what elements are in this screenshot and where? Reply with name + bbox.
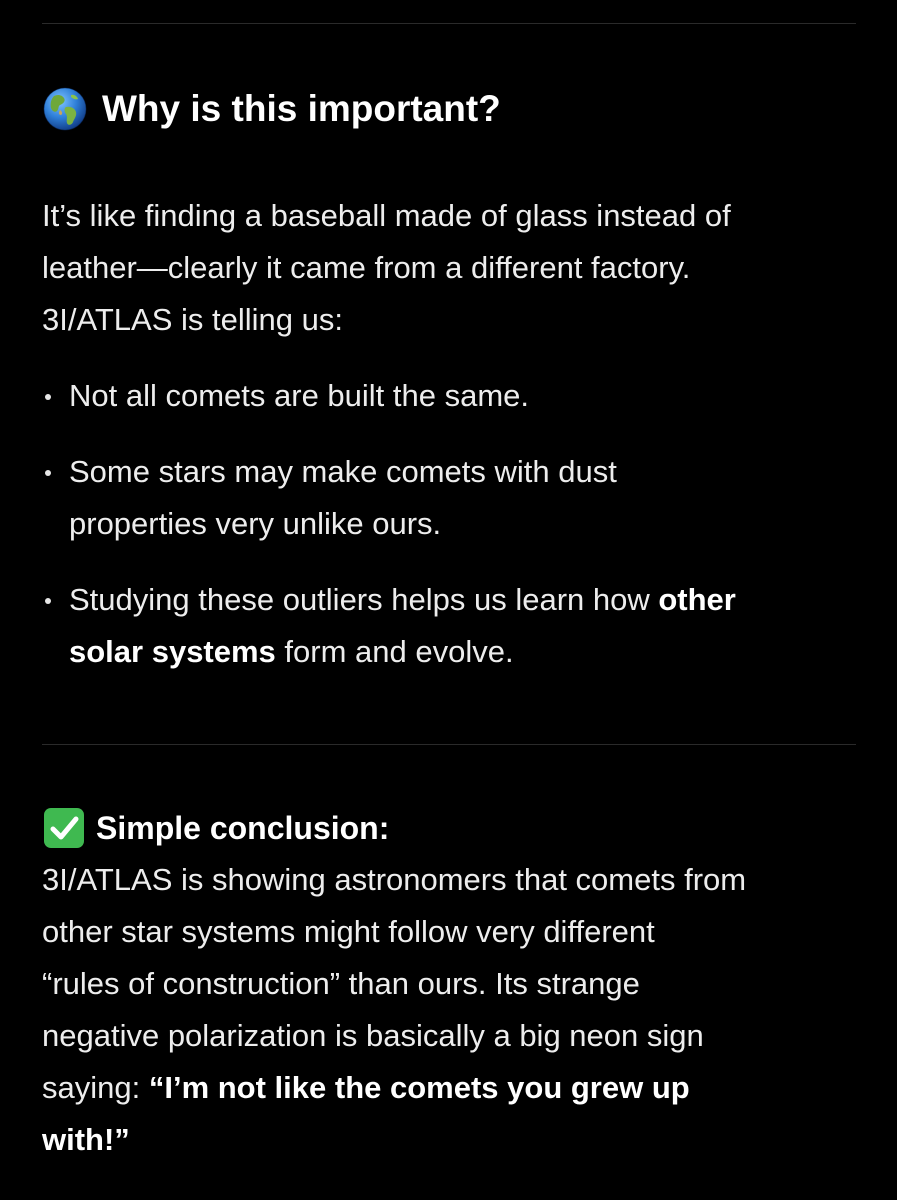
section-divider: [42, 744, 856, 745]
intro-line-1: It’s like finding a baseball made of glass instead of: [42, 198, 731, 233]
list-item: [42, 574, 862, 678]
conclusion-line-4: negative polarization is basically a big neon sign: [42, 1018, 704, 1053]
conclusion-line-5-plain: saying:: [42, 1070, 149, 1105]
section-heading-why: [42, 80, 501, 138]
bullet-dot: [45, 394, 51, 400]
intro-line-3: 3I/ATLAS is telling us:: [42, 302, 343, 337]
section-title-why: Why is this important?: [102, 88, 501, 129]
globe-icon: [42, 86, 88, 132]
conclusion-paragraph: [42, 854, 862, 1166]
bullet-text-plain: Studying these outliers helps us learn how: [69, 582, 659, 617]
section-heading-conclusion: [42, 804, 389, 852]
section-title-conclusion: Simple conclusion:: [96, 809, 390, 846]
bullet-text: Not all comets are built the same.: [69, 378, 530, 413]
bullet-text-bold: other: [658, 582, 736, 617]
conclusion-quote-bold: “I’m not like the comets you grew up: [148, 1070, 690, 1105]
bullet-text-line-1: Some stars may make comets with dust: [69, 454, 617, 489]
intro-line-2: leather—clearly it came from a different factory.: [42, 250, 691, 285]
check-mark-icon: [42, 806, 86, 850]
list-item: [42, 446, 862, 550]
bullet-text-line-2: properties very unlike ours.: [69, 506, 442, 541]
bullet-text-bold: solar systems: [69, 634, 276, 669]
conclusion-line-1: 3I/ATLAS is showing astronomers that comets from: [42, 862, 747, 897]
conclusion-line-2: other star systems might follow very different: [42, 914, 655, 949]
top-divider: [42, 23, 856, 24]
conclusion-line-3: “rules of construction” than ours. Its strange: [42, 966, 640, 1001]
list-item: [42, 370, 862, 422]
bullet-text-plain: form and evolve.: [275, 634, 514, 669]
bullet-list: [42, 370, 862, 678]
bullet-dot: [45, 598, 51, 604]
intro-paragraph: [42, 190, 862, 346]
bullet-dot: [45, 470, 51, 476]
conclusion-quote-bold-end: with!”: [42, 1122, 130, 1157]
